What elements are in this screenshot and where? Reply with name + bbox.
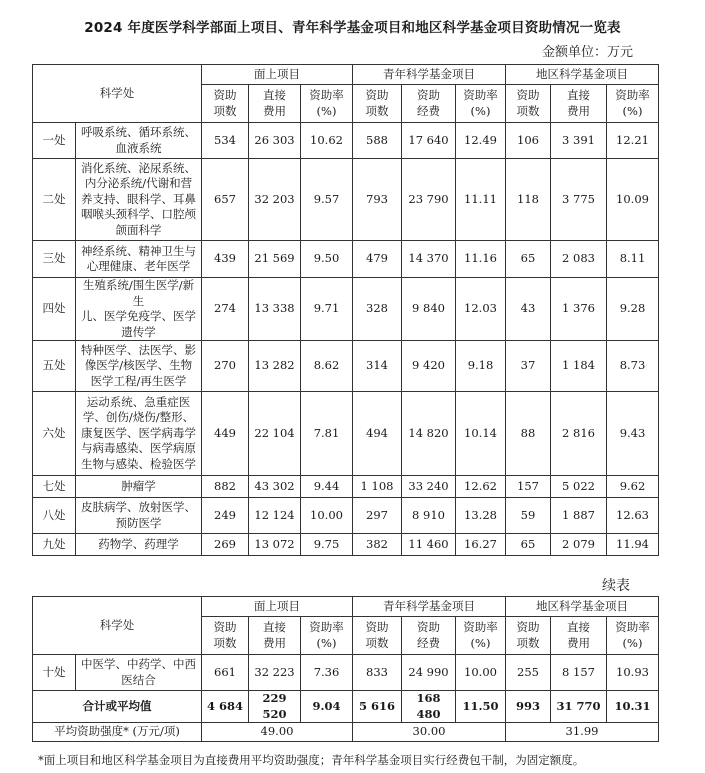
dept-cell: 七处 (33, 476, 76, 498)
header-sub (402, 85, 456, 123)
header-row-groups (33, 65, 659, 85)
topic-cell (76, 534, 202, 556)
value-cell: 270 (202, 341, 249, 392)
dept-cell: 一处 (33, 123, 76, 159)
cell-line: 生殖系统/围生医学/新生 (82, 278, 195, 308)
cell-line: 康复医学、医学病毒学 (81, 425, 196, 440)
dept-cell: 五处 (33, 341, 76, 392)
value-cell: 9.71 (301, 278, 353, 341)
value-cell: 328 (353, 278, 402, 341)
cell-line: 肿瘤学 (121, 478, 156, 493)
header-sub (249, 85, 301, 123)
table-row (33, 498, 659, 534)
total-value: 9.04 (301, 691, 353, 723)
cell-line: 直接 (263, 88, 286, 102)
value-cell: 65 (506, 241, 551, 278)
header-group: 青年科学基金项目 (353, 597, 506, 617)
topic-cell (76, 498, 202, 534)
header-sub (607, 85, 659, 123)
value-cell: 439 (202, 241, 249, 278)
value-cell: 661 (202, 655, 249, 691)
header-sub (249, 617, 301, 655)
cell-line: 项数 (516, 103, 540, 118)
value-cell: 10.09 (607, 159, 659, 241)
value-cell: 882 (202, 476, 249, 498)
header-sub (551, 617, 607, 655)
value-cell: 12.62 (456, 476, 506, 498)
value-cell: 13 338 (249, 278, 301, 341)
dept-cell: 三处 (33, 241, 76, 278)
value-cell: 37 (506, 341, 551, 392)
table-row (33, 534, 659, 556)
value-cell: 10.14 (456, 392, 506, 476)
value-cell: 26 303 (249, 123, 301, 159)
table-row (33, 476, 659, 498)
cell-line: 咽喉头颈科学、口腔颅 (81, 207, 196, 222)
cell-line: 预防医学 (115, 515, 162, 530)
value-cell: 588 (353, 123, 402, 159)
cell-line: 资助 (213, 620, 237, 634)
unit-label: 金额单位：万元 (541, 45, 633, 60)
total-value: 5 616 (353, 691, 402, 723)
value-cell: 12.03 (456, 278, 506, 341)
value-cell: 1 887 (551, 498, 607, 534)
header-sub (353, 85, 402, 123)
header-sub (456, 85, 506, 123)
table-row (33, 241, 659, 278)
cell-line: 呼吸系统、循环系统、 (81, 125, 196, 139)
table-row (33, 123, 659, 159)
footnote: *面上项目和地区科学基金项目为直接费用平均资助强度；青年科学基金项目实行经费包干制，为固定额度。 (38, 753, 585, 767)
cell-line: 儿、医学免疫学、医学 (81, 309, 196, 323)
value-cell: 9.43 (607, 392, 659, 476)
cell-line: 直接 (567, 88, 590, 102)
value-cell: 657 (202, 159, 249, 241)
header-sub (301, 617, 353, 655)
value-cell: 106 (506, 123, 551, 159)
cell-line: 资助 (516, 88, 540, 102)
cell-line: 皮肤病学、放射医学、 (81, 500, 196, 514)
cell-line: (%) (622, 635, 643, 650)
header-group: 地区科学基金项目 (506, 65, 659, 85)
value-cell: 13 282 (249, 341, 301, 392)
cell-line: 项数 (365, 635, 389, 650)
funding-table-continued (32, 596, 659, 742)
topic-cell (76, 159, 202, 241)
value-cell: 10.93 (607, 655, 659, 691)
dept-cell: 八处 (33, 498, 76, 534)
cell-line: 心理健康、老年医学 (86, 259, 191, 273)
value-cell: 33 240 (402, 476, 456, 498)
cell-line: 消化系统、泌尿系统、 (81, 160, 196, 175)
value-cell: 255 (506, 655, 551, 691)
cell-line: 资助 (213, 88, 237, 102)
topic-cell (76, 655, 202, 691)
header-sub (301, 85, 353, 123)
value-cell: 13.28 (456, 498, 506, 534)
value-cell: 9.44 (301, 476, 353, 498)
topic-cell (76, 476, 202, 498)
value-cell: 314 (353, 341, 402, 392)
cell-line: 资助 (417, 620, 440, 634)
total-value: 31 770 (551, 691, 607, 723)
value-cell: 449 (202, 392, 249, 476)
cell-line: 医学工程/再生医学 (90, 373, 187, 388)
table-row (33, 392, 659, 476)
cell-line: 医结合 (121, 672, 156, 687)
cell-line: 特种医学、法医学、影 (81, 342, 196, 357)
value-cell: 22 104 (249, 392, 301, 476)
value-cell: 9.18 (456, 341, 506, 392)
value-cell: 8 910 (402, 498, 456, 534)
dept-cell: 四处 (33, 278, 76, 341)
header-group: 地区科学基金项目 (506, 597, 659, 617)
cell-line: 资助率 (463, 88, 498, 102)
header-dept: 科学处 (33, 597, 202, 655)
table-row (33, 655, 659, 691)
value-cell: 8.11 (607, 241, 659, 278)
value-cell: 2 079 (551, 534, 607, 556)
value-cell: 14 820 (402, 392, 456, 476)
value-cell: 2 816 (551, 392, 607, 476)
table-row (33, 159, 659, 241)
dept-cell: 二处 (33, 159, 76, 241)
total-row (33, 691, 659, 723)
cell-line: (%) (316, 635, 337, 650)
value-cell: 157 (506, 476, 551, 498)
cell-line: 学、创伤/烧伤/整形、 (82, 410, 195, 425)
value-cell: 269 (202, 534, 249, 556)
header-sub (551, 85, 607, 123)
value-cell: 11 460 (402, 534, 456, 556)
cell-line: 经费 (417, 103, 440, 118)
cell-line: (%) (316, 103, 337, 118)
value-cell: 1 184 (551, 341, 607, 392)
topic-cell (76, 241, 202, 278)
header-dept: 科学处 (33, 65, 202, 123)
value-cell: 13 072 (249, 534, 301, 556)
value-cell: 9 840 (402, 278, 456, 341)
total-value: 10.31 (607, 691, 659, 723)
dept-cell: 十处 (33, 655, 76, 691)
cell-line: 养支持、眼科学、耳鼻 (81, 191, 196, 206)
value-cell: 10.00 (301, 498, 353, 534)
value-cell: 249 (202, 498, 249, 534)
cell-line: 项数 (365, 103, 389, 118)
header-sub (506, 617, 551, 655)
dept-cell: 六处 (33, 392, 76, 476)
value-cell: 21 569 (249, 241, 301, 278)
value-cell: 9.62 (607, 476, 659, 498)
average-value: 49.00 (202, 723, 353, 742)
dept-cell: 九处 (33, 534, 76, 556)
average-value: 31.99 (506, 723, 659, 742)
value-cell: 23 790 (402, 159, 456, 241)
cell-line: 神经系统、精神卫生与 (81, 243, 196, 258)
value-cell: 11.11 (456, 159, 506, 241)
value-cell: 10.62 (301, 123, 353, 159)
value-cell: 118 (506, 159, 551, 241)
topic-cell (76, 392, 202, 476)
value-cell: 32 203 (249, 159, 301, 241)
value-cell: 5 022 (551, 476, 607, 498)
value-cell: 9.57 (301, 159, 353, 241)
value-cell: 8.62 (301, 341, 353, 392)
value-cell: 534 (202, 123, 249, 159)
value-cell: 8.73 (607, 341, 659, 392)
value-cell: 297 (353, 498, 402, 534)
header-group: 青年科学基金项目 (353, 65, 506, 85)
value-cell: 793 (353, 159, 402, 241)
value-cell: 3 391 (551, 123, 607, 159)
value-cell: 43 (506, 278, 551, 341)
cell-line: 资助 (365, 620, 389, 634)
topic-cell (76, 123, 202, 159)
cell-line: 资助率 (309, 620, 344, 634)
value-cell: 10.00 (456, 655, 506, 691)
cell-line: 资助率 (615, 88, 650, 102)
cell-line: 项数 (516, 635, 540, 650)
cell-line: 费用 (263, 635, 286, 650)
value-cell: 1 376 (551, 278, 607, 341)
cell-line: 费用 (263, 103, 286, 118)
header-row-groups (33, 597, 659, 617)
total-value: 229 520 (249, 691, 301, 723)
value-cell: 65 (506, 534, 551, 556)
value-cell: 833 (353, 655, 402, 691)
cell-line: 像医学/核医学、生物 (84, 358, 193, 373)
average-label: 平均资助强度* (万元/项) (33, 723, 202, 742)
value-cell: 7.36 (301, 655, 353, 691)
value-cell: 14 370 (402, 241, 456, 278)
table-row (33, 278, 659, 341)
value-cell: 12.21 (607, 123, 659, 159)
header-sub (402, 617, 456, 655)
topic-cell (76, 341, 202, 392)
value-cell: 1 108 (353, 476, 402, 498)
value-cell: 59 (506, 498, 551, 534)
cell-line: 资助率 (309, 88, 344, 102)
value-cell: 8 157 (551, 655, 607, 691)
value-cell: 9 420 (402, 341, 456, 392)
funding-table-main (32, 64, 659, 556)
cell-line: 费用 (567, 635, 590, 650)
cell-line: 血液系统 (115, 140, 162, 155)
cell-line: 与病毒感染、医学病原 (81, 441, 196, 456)
cell-line: 费用 (567, 103, 590, 118)
topic-cell (76, 278, 202, 341)
cell-line: 直接 (567, 620, 590, 634)
total-value: 993 (506, 691, 551, 723)
value-cell: 12.49 (456, 123, 506, 159)
value-cell: 12 124 (249, 498, 301, 534)
cell-line: 资助 (417, 88, 440, 102)
cell-line: (%) (470, 635, 491, 650)
cell-line: 直接 (263, 620, 286, 634)
header-sub (202, 617, 249, 655)
cell-line: 经费 (417, 635, 440, 650)
value-cell: 88 (506, 392, 551, 476)
cell-line: 药物学、药理学 (98, 536, 179, 551)
header-sub (202, 85, 249, 123)
cell-line: 项数 (213, 635, 237, 650)
cell-line: 颌面科学 (115, 222, 162, 237)
value-cell: 11.94 (607, 534, 659, 556)
total-value: 11.50 (456, 691, 506, 723)
value-cell: 9.28 (607, 278, 659, 341)
continued-label: 续表 (602, 578, 630, 594)
cell-line: 资助率 (615, 620, 650, 634)
value-cell: 17 640 (402, 123, 456, 159)
header-group: 面上项目 (202, 597, 353, 617)
cell-line: 资助率 (463, 620, 498, 634)
cell-line: 遗传学 (121, 324, 156, 339)
header-sub (607, 617, 659, 655)
value-cell: 494 (353, 392, 402, 476)
total-value: 4 684 (202, 691, 249, 723)
average-value: 30.00 (353, 723, 506, 742)
cell-line: (%) (470, 103, 491, 118)
average-row (33, 723, 659, 742)
cell-line: 项数 (213, 103, 237, 118)
value-cell: 43 302 (249, 476, 301, 498)
header-sub (506, 85, 551, 123)
value-cell: 12.63 (607, 498, 659, 534)
cell-line: 资助 (365, 88, 389, 102)
cell-line: 资助 (516, 620, 540, 634)
table-row (33, 341, 659, 392)
value-cell: 3 775 (551, 159, 607, 241)
cell-line: 中医学、中药学、中西 (81, 657, 196, 671)
value-cell: 9.75 (301, 534, 353, 556)
header-group: 面上项目 (202, 65, 353, 85)
value-cell: 32 223 (249, 655, 301, 691)
value-cell: 382 (353, 534, 402, 556)
page-title: 2024 年度医学科学部面上项目、青年科学基金项目和地区科学基金项目资助情况一览表 (84, 20, 621, 36)
value-cell: 11.16 (456, 241, 506, 278)
value-cell: 479 (353, 241, 402, 278)
value-cell: 274 (202, 278, 249, 341)
total-label: 合计或平均值 (33, 691, 202, 723)
value-cell: 9.50 (301, 241, 353, 278)
total-value: 168 480 (402, 691, 456, 723)
cell-line: 生物与感染、检验医学 (81, 456, 196, 471)
header-sub (456, 617, 506, 655)
value-cell: 2 083 (551, 241, 607, 278)
cell-line: 运动系统、急重症医 (86, 394, 191, 409)
value-cell: 7.81 (301, 392, 353, 476)
value-cell: 24 990 (402, 655, 456, 691)
value-cell: 16.27 (456, 534, 506, 556)
cell-line: (%) (622, 103, 643, 118)
header-sub (353, 617, 402, 655)
cell-line: 内分泌系统/代谢和营 (84, 176, 193, 191)
